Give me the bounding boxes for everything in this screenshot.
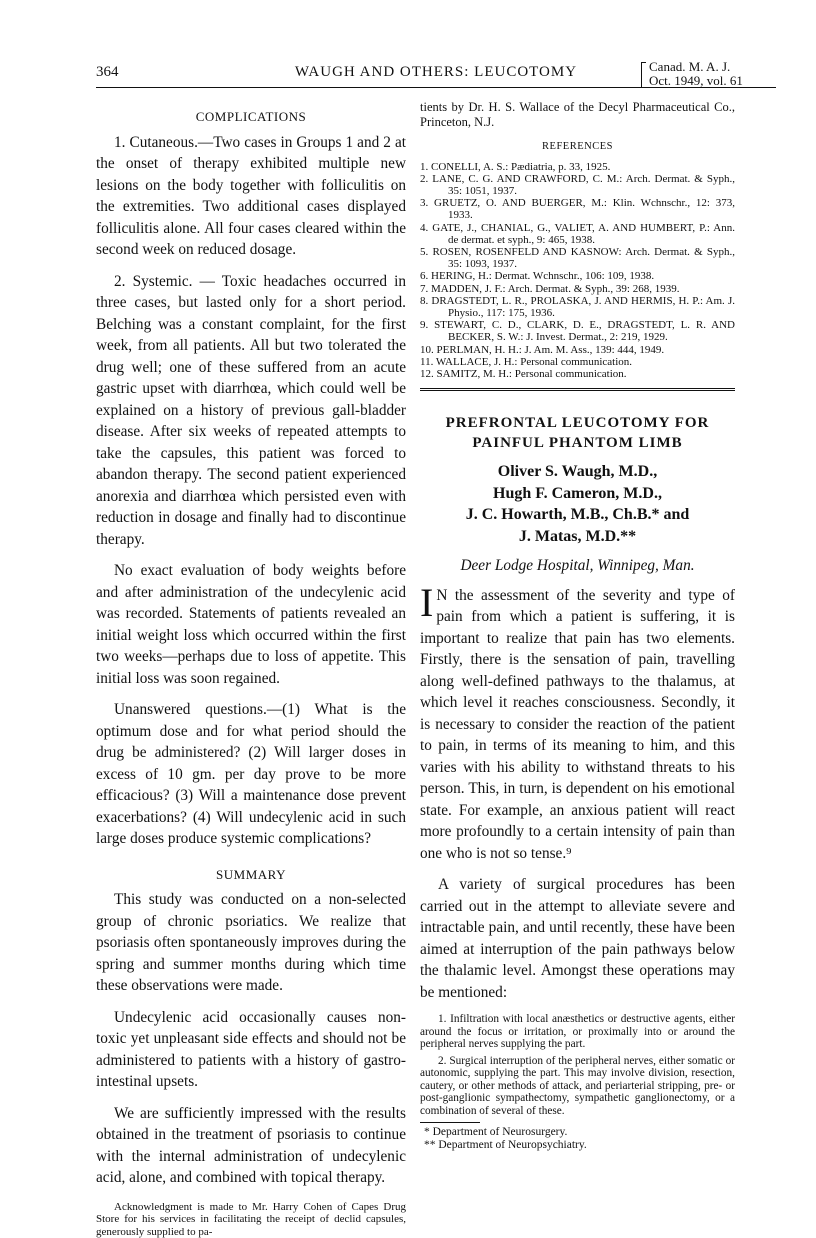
footnote-rule [420, 1122, 480, 1123]
list-item: 2. Surgical interruption of the peripheral nerves, either somatic or autonomic, supplying the part. This may involve division, resection, cautery, or other methods of attack, and periarterial stripping, pre- or post-ganglionic sympathectomy, sympathetic ganglionectomy, or a combination of several of these. [420, 1055, 735, 1118]
intro-text: N the assessment of the severity and type of pain from which a patient is suffering, it is important to realize that pain has two elements. Firstly, there is the sensation of pain, travelling along well-defined pathways to the thalamus, at which level it reaches consciousness. Secondly, it is necessary to consider the reaction of the patient to pain, in terms of its meaning to him, and this varies with his ability to withstand threats to his person. This, in turn, is dependent on his emotional state. For example, an anxious patient will react more profoundly to a certain intensity of pain than one who is not so tense.⁹ [420, 587, 735, 862]
summary-paragraph-3: We are sufficiently impressed with the results obtained in the treatment of psoriasis to continue with the internal administration of undecylenic acid, alone, and combined with topical therapy. [96, 1103, 406, 1189]
drop-cap: I [420, 587, 433, 619]
author-list [420, 461, 735, 547]
summary-paragraph-1: This study was conducted on a non-selected group of chronic psoriatics. We realize that psoriasis often spontaneously improves during the spring and summer months during which time these observations were made. [96, 889, 406, 997]
reference-item: 8. DRAGSTEDT, L. R., PROLASKA, J. AND HERMIS, H. P.: Am. J. Physio., 117: 175, 1936. [420, 295, 735, 319]
reference-item: 5. ROSEN, ROSENFELD AND KASNOW: Arch. Dermat. & Syph., 35: 1093, 1937. [420, 246, 735, 270]
reference-item: 4. GATE, J., CHANIAL, G., VALIET, A. AND HUMBERT, P.: Ann. de dermat. et syph., 9: 465, 1938. [420, 222, 735, 246]
intro-paragraph [420, 585, 735, 865]
section-divider [420, 388, 735, 391]
reference-item: 11. WALLACE, J. H.: Personal communication. [420, 356, 735, 368]
reference-item: 6. HERING, H.: Dermat. Wchnschr., 106: 109, 1938. [420, 270, 735, 282]
weights-paragraph: No exact evaluation of body weights before and after administration of the undecylenic acid was recorded. Statements of patients revealed an initial weight loss which occurred within the first two weeks—perhaps due to loss of appetite. This initial loss was soon regained. [96, 560, 406, 689]
summary-paragraph-2: Undecylenic acid occasionally causes non-toxic yet unpleasant side effects and should not be administered to patients with a history of gastro-intestinal upsets. [96, 1007, 406, 1093]
article-title-line-2: PAINFUL PHANTOM LIMB [420, 433, 735, 453]
procedures-paragraph: A variety of surgical procedures has been carried out in the attempt to alleviate severe and intractable pain, and until recently, these have been aimed at interruption of the pain pathways below the thalamic level. Amongst these operations may be mentioned: [420, 874, 735, 1003]
header-rule [96, 87, 776, 88]
references-list [420, 161, 735, 381]
cutaneous-paragraph: 1. Cutaneous.—Two cases in Groups 1 and 2 at the onset of therapy exhibited multiple new lesions on the body together with folliculitis on the extremities. Two additional cases displayed folliculitis alone. All four cases cleared within the second week on reduced dosage. [96, 132, 406, 261]
systemic-paragraph: 2. Systemic. — Toxic headaches occurred in three cases, but lasted only for a short period. Belching was a constant complaint, for the first week, from all patients. All but two tolerated the drug well; one of these suffered from an acute gastric upset with diarrhœa, which could well be explained on a history of previous gall-bladder disease. After six weeks of repeated attempts to take the capsules, this patient was forced to abandon therapy. The second patient experienced anorexia and diarrhœa which persisted even with reduction in dosage and finally had to discontinue therapy. [96, 271, 406, 551]
running-title: WAUGH AND OTHERS: LEUCOTOMY [276, 64, 596, 81]
author: J. C. Howarth, M.B., Ch.B.* and [420, 504, 735, 526]
article-title [420, 413, 735, 453]
page-number: 364 [96, 64, 119, 81]
summary-heading: SUMMARY [96, 864, 406, 886]
reference-item: 2. LANE, C. G. AND CRAWFORD, C. M.: Arch. Dermat. & Syph., 35: 1051, 1937. [420, 173, 735, 197]
list-item: 1. Infiltration with local anæsthetics or destructive agents, either around the focus or irritation, or proximally into or around the peripheral nerves supplying the part. [420, 1013, 735, 1051]
footnote: ** Department of Neuropsychiatry. [420, 1139, 735, 1152]
journal-line-2: Oct. 1949, vol. 61 [649, 74, 743, 88]
author: J. Matas, M.D.** [420, 526, 735, 548]
journal-reference [641, 60, 743, 88]
author: Hugh F. Cameron, M.D., [420, 483, 735, 505]
complications-heading: COMPLICATIONS [96, 106, 406, 128]
reference-item: 7. MADDEN, J. F.: Arch. Dermat. & Syph., 39: 268, 1939. [420, 283, 735, 295]
article-title-line-1: PREFRONTAL LEUCOTOMY FOR [420, 413, 735, 433]
right-column [420, 100, 735, 1152]
left-column [96, 106, 406, 1238]
reference-item: 9. STEWART, C. D., CLARK, D. E., DRAGSTEDT, L. R. AND BECKER, S. W.: J. Invest. Dermat., 2: 219, 1929. [420, 319, 735, 343]
acknowledgment: Acknowledgment is made to Mr. Harry Cohen of Capes Drug Store for his services in facilitating the receipt of declid capsules, generously supplied to pa- [96, 1201, 406, 1238]
affiliation: Deer Lodge Hospital, Winnipeg, Man. [420, 555, 735, 577]
unanswered-paragraph: Unanswered questions.—(1) What is the optimum dose and for what period should the drug be administered? (2) Will larger doses in excess of 10 gm. per day prove to be more efficacious? (3) Will a maintenance dose prevent exacerbations? (4) Will undecylenic acid in such large doses produce systemic complications? [96, 699, 406, 850]
continued-text: tients by Dr. H. S. Wallace of the Decyl Pharmaceutical Co., Princeton, N.J. [420, 100, 735, 130]
footnote: * Department of Neurosurgery. [420, 1126, 735, 1139]
reference-item: 3. GRUETZ, O. AND BUERGER, M.: Klin. Wchnschr., 12: 373, 1933. [420, 197, 735, 221]
page-header [96, 60, 776, 90]
references-heading: REFERENCES [420, 136, 735, 158]
journal-line-1: Canad. M. A. J. [649, 60, 743, 74]
reference-item: 10. PERLMAN, H. H.: J. Am. M. Ass., 139: 444, 1949. [420, 344, 735, 356]
reference-item: 1. CONELLI, A. S.: Pædiatria, p. 33, 1925. [420, 161, 735, 173]
author: Oliver S. Waugh, M.D., [420, 461, 735, 483]
reference-item: 12. SAMITZ, M. H.: Personal communication. [420, 368, 735, 380]
